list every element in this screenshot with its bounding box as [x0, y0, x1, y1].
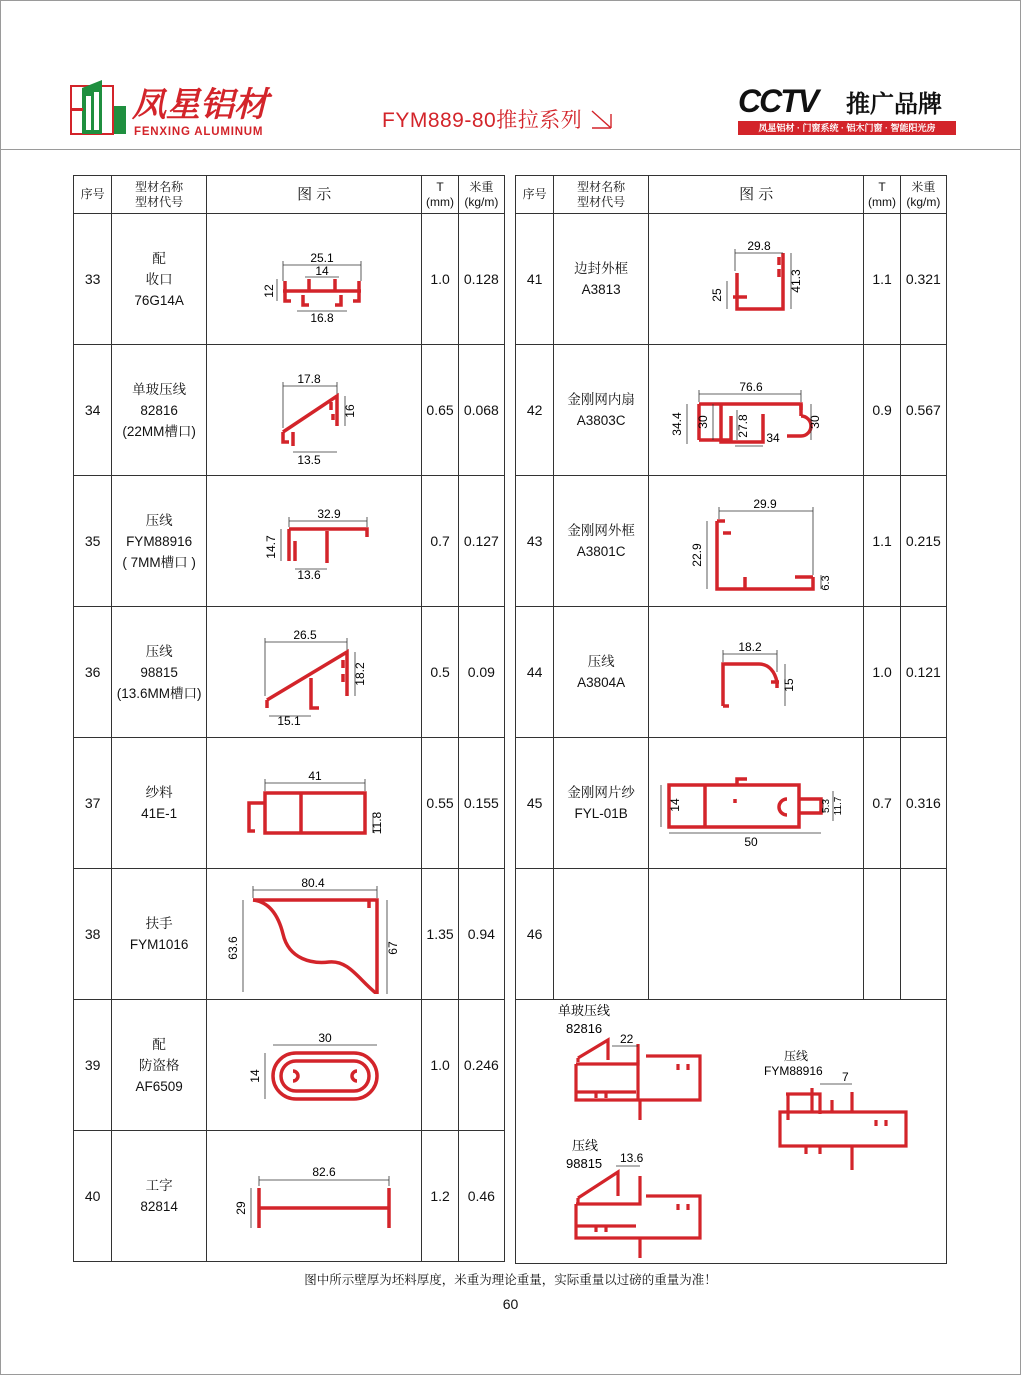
- profile-diagram-34: [206, 345, 422, 476]
- dim-c: 5.3: [821, 799, 833, 813]
- dim-a: 25.1: [310, 251, 334, 265]
- row-name: 金刚网外框 A3801C: [554, 476, 649, 607]
- assembly-2-dim: 7: [842, 1070, 849, 1084]
- row-name: 边封外框 A3813: [554, 214, 649, 345]
- brand-en: FENXING ALUMINUM: [134, 126, 264, 138]
- assembly-1-code: 82816: [566, 1021, 603, 1036]
- profile-diagram-43: [648, 476, 864, 607]
- table-row: [516, 869, 947, 1000]
- col-no: 序号: [516, 176, 554, 214]
- cctv-tag: 推广品牌: [846, 91, 942, 118]
- row-name: 工字 82814: [112, 1131, 207, 1262]
- col-weight: 米重 (kg/m): [458, 176, 504, 214]
- dim-b: 14: [315, 264, 329, 278]
- row-name: [554, 869, 649, 1000]
- table-row: [74, 738, 505, 869]
- row-t: 1.2: [422, 1131, 458, 1262]
- row-no: 44: [516, 607, 554, 738]
- right-spec-table: [515, 175, 947, 1264]
- table-row: [74, 1000, 505, 1131]
- dim-a: 76.6: [739, 380, 763, 394]
- dim-b: 63.6: [226, 936, 241, 960]
- row-weight: 0.321: [900, 214, 946, 345]
- row-no: 33: [74, 214, 112, 345]
- row-t: 1.1: [864, 214, 900, 345]
- dim-e: 34: [766, 431, 780, 445]
- dim-c: 6.3: [820, 575, 833, 591]
- row-no: 41: [516, 214, 554, 345]
- page-number: 60: [502, 1296, 519, 1312]
- row-weight: 0.068: [458, 345, 504, 476]
- row-name: 压线 A3804A: [554, 607, 649, 738]
- profile-diagram-38: [206, 869, 422, 1000]
- row-t: 1.1: [864, 476, 900, 607]
- table-row: [74, 345, 505, 476]
- col-diagram: 图 示: [206, 176, 422, 214]
- row-name: 金刚网片纱 FYL-01B: [554, 738, 649, 869]
- row-no: 42: [516, 345, 554, 476]
- assembly-1-name: 单玻压线: [558, 1003, 611, 1018]
- assembly-diagram: [516, 1000, 947, 1264]
- row-weight: 0.94: [458, 869, 504, 1000]
- dim-b: 11.8: [370, 811, 385, 835]
- assembly-2-name: 压线: [784, 1049, 809, 1063]
- row-name: 单玻压线 82816 (22MM槽口): [112, 345, 207, 476]
- table-row: [74, 214, 505, 345]
- brand-cn: 凤星铝材: [132, 86, 268, 124]
- dim-a: 50: [744, 835, 758, 849]
- row-no: 46: [516, 869, 554, 1000]
- row-no: 35: [74, 476, 112, 607]
- profile-diagram-35: [206, 476, 422, 607]
- dim-a: 30: [318, 1031, 332, 1045]
- row-weight: [900, 869, 946, 1000]
- table-row: [516, 214, 947, 345]
- profile-diagram-40: [206, 1131, 422, 1262]
- dim-a: 26.5: [293, 628, 317, 642]
- row-t: 0.7: [422, 476, 458, 607]
- left-spec-table: [73, 175, 505, 1262]
- row-no: 38: [74, 869, 112, 1000]
- dim-b: 34.4: [670, 412, 685, 436]
- row-weight: 0.316: [900, 738, 946, 869]
- assembly-3-code: 98815: [566, 1156, 603, 1171]
- dim-b: 22.9: [690, 543, 705, 567]
- row-weight: 0.215: [900, 476, 946, 607]
- dim-a: 32.9: [317, 507, 341, 521]
- row-weight: 0.127: [458, 476, 504, 607]
- dim-c: 15.1: [277, 714, 301, 728]
- table-row: [74, 607, 505, 738]
- cctv-logo-text: CCTV: [738, 83, 818, 119]
- dim-a: 82.6: [312, 1165, 336, 1179]
- profile-diagram-39: [206, 1000, 422, 1131]
- row-weight: 0.567: [900, 345, 946, 476]
- dim-b: 18.2: [353, 662, 368, 686]
- table-row: [516, 476, 947, 607]
- dim-a: 29.9: [753, 497, 777, 511]
- assembly-3-name: 压线: [572, 1138, 599, 1153]
- row-t: 1.0: [422, 214, 458, 345]
- row-t: 1.0: [422, 1000, 458, 1131]
- arrow-icon: [589, 108, 615, 130]
- dim-b: 14: [248, 1069, 263, 1083]
- table-header-row: [516, 176, 947, 214]
- row-name: 配 收口 76G14A: [112, 214, 207, 345]
- col-no: 序号: [74, 176, 112, 214]
- row-t: 0.7: [864, 738, 900, 869]
- dim-d: 11.7: [833, 796, 845, 816]
- table-header-row: [74, 176, 505, 214]
- dim-c: 67: [386, 941, 401, 955]
- row-no: 34: [74, 345, 112, 476]
- table-row: [516, 345, 947, 476]
- assembly-3-dim: 13.6: [620, 1151, 644, 1165]
- table-row: [516, 738, 947, 869]
- row-t: 0.9: [864, 345, 900, 476]
- row-weight: 0.128: [458, 214, 504, 345]
- row-weight: 0.246: [458, 1000, 504, 1131]
- row-t: 0.65: [422, 345, 458, 476]
- dim-d: 27.8: [736, 414, 751, 438]
- dim-d: 12: [262, 284, 277, 298]
- dim-b: 29: [234, 1201, 249, 1215]
- row-weight: 0.121: [900, 607, 946, 738]
- dim-b: 14: [668, 798, 683, 812]
- dim-f: 30: [808, 415, 823, 429]
- row-weight: 0.09: [458, 607, 504, 738]
- row-no: 39: [74, 1000, 112, 1131]
- row-name: 压线 FYM88916 ( 7MM槽口 ): [112, 476, 207, 607]
- dim-b: 16: [343, 404, 358, 418]
- row-name: 压线 98815 (13.6MM槽口): [112, 607, 207, 738]
- profile-diagram-45: [648, 738, 864, 869]
- header-divider: [0, 149, 1021, 150]
- row-name: 扶手 FYM1016: [112, 869, 207, 1000]
- table-row: [516, 607, 947, 738]
- dim-a: 18.2: [738, 640, 762, 654]
- row-no: 36: [74, 607, 112, 738]
- profile-diagram-36: [206, 607, 422, 738]
- row-no: 45: [516, 738, 554, 869]
- table-row: [74, 476, 505, 607]
- row-weight: 0.46: [458, 1131, 504, 1262]
- row-name: 金刚网内扇 A3803C: [554, 345, 649, 476]
- cctv-subtitle: 凤星铝材 · 门窗系统 · 铝木门窗 · 智能阳光房: [738, 121, 956, 135]
- dim-a: 41: [308, 769, 322, 783]
- col-name: 型材名称 型材代号: [112, 176, 207, 214]
- dim-b: 15: [782, 678, 797, 692]
- row-weight: 0.155: [458, 738, 504, 869]
- assembly-row: [516, 1000, 947, 1264]
- row-name: 纱料 41E-1: [112, 738, 207, 869]
- dim-c: 16.8: [310, 311, 334, 325]
- row-no: 40: [74, 1131, 112, 1262]
- table-row: [74, 869, 505, 1000]
- row-no: 43: [516, 476, 554, 607]
- assembly-1-dim: 22: [620, 1032, 634, 1046]
- dim-c: 30: [696, 415, 711, 429]
- footer-note: 图中所示壁厚为坯料厚度，米重为理论重量，实际重量以过磅的重量为准！: [304, 1273, 717, 1287]
- dim-a: 17.8: [297, 372, 321, 386]
- table-row: [74, 1131, 505, 1262]
- dim-b: 41.3: [789, 269, 804, 293]
- dim-b: 14.7: [264, 535, 279, 559]
- dim-c: 13.6: [297, 568, 321, 582]
- col-name: 型材名称 型材代号: [554, 176, 649, 214]
- row-t: 0.5: [422, 607, 458, 738]
- dim-c: 25: [710, 288, 725, 302]
- row-t: [864, 869, 900, 1000]
- profile-diagram-42: [648, 345, 864, 476]
- series-title-text: FYM889-80推拉系列: [382, 109, 583, 132]
- row-no: 37: [74, 738, 112, 869]
- col-diagram: 图 示: [648, 176, 864, 214]
- row-t: 1.0: [864, 607, 900, 738]
- profile-diagram-44: [648, 607, 864, 738]
- profile-diagram-41: [648, 214, 864, 345]
- series-title: [382, 104, 615, 134]
- dim-c: 13.5: [297, 453, 321, 467]
- row-t: 1.35: [422, 869, 458, 1000]
- dim-a: 29.8: [747, 239, 771, 253]
- assembly-2-code: FYM88916: [764, 1064, 823, 1078]
- row-name: 配 防盗格 AF6509: [112, 1000, 207, 1131]
- col-weight: 米重 (kg/m): [900, 176, 946, 214]
- col-t: T (mm): [864, 176, 900, 214]
- row-t: 0.55: [422, 738, 458, 869]
- fenxing-logo: [68, 78, 388, 140]
- profile-diagram-37: [206, 738, 422, 869]
- profile-diagram-33: [206, 214, 422, 345]
- row-diagram-empty: [648, 869, 864, 1000]
- col-t: T (mm): [422, 176, 458, 214]
- dim-a: 80.4: [301, 876, 325, 890]
